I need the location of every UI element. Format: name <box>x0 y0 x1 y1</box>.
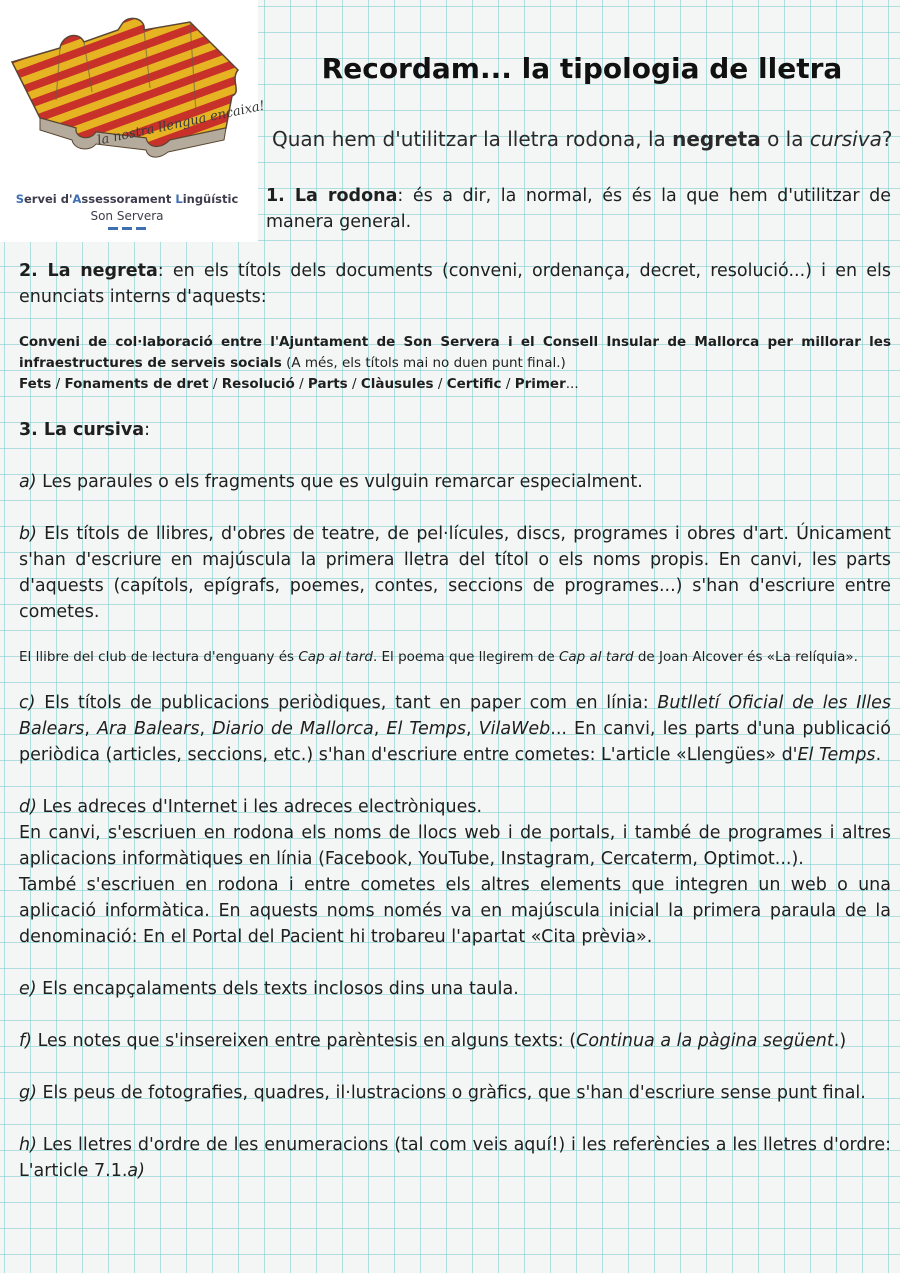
cursiva-item-d: d) Les adreces d'Internet i les adreces electròniques. <box>19 797 483 817</box>
main-content <box>19 258 891 1184</box>
cursiva-item-d-rodona: En canvi, s'escriuen en rodona els noms de llocs web i de portals, i també de programes i altres aplicacions informàtiques en línia (Facebook, YouTube, Instagram, Cercaterm, Optimot...). <box>19 823 891 869</box>
logo-slogan: la nostra llengua encaixa! <box>96 98 267 149</box>
negreta-example: Conveni de col·laboració entre l'Ajuntament de Son Servera i el Consell Insular de Mallorca per millorar les infraestructures de serveis socials (A més, els títols mai no duen punt final.) Fets / Fonaments de dret / Resolució / Parts / Clàusules / Certific / Primer... <box>19 334 891 392</box>
cursiva-example-b: El llibre del club de lectura d'enguany és Cap al tard. El poema que llegirem de Cap al tard de Joan Alcover és «La relíquia». <box>19 649 858 665</box>
cursiva-item-c: c) Els títols de publicacions periòdiques, tant en paper com en línia: Butlletí Oficial de les Illes Balears, Ara Balears, Diario de Mallorca, El Temps, VilaWeb... En canvi, les parts d'una publicació periòdica (articles, seccions, etc.) s'han d'escriure entre cometes: L'article «Llengües» d'El Temps. <box>19 693 891 765</box>
logo <box>0 0 267 242</box>
page-title: Recordam... la tipologia de lletra <box>321 52 843 85</box>
cursiva-item-d-cometes: També s'escriuen en rodona i entre cometes els altres elements que integren un web o una aplicació informàtica. En aquests noms només va en majúscula inicial la primera paraula de la denominació: En el Portal del Pacient hi trobareu l'apartat «Cita prèvia». <box>19 875 891 947</box>
cursiva-item-f: f) Les notes que s'insereixen entre parèntesis en alguns texts: (Continua a la pàgina següent.) <box>19 1031 847 1051</box>
section-negreta: 2. La negreta: en els títols dels documents (conveni, ordenança, decret, resolució...) i en els enunciats interns d'aquests: <box>19 261 891 307</box>
cursiva-item-g: g) Els peus de fotografies, quadres, il·lustracions o gràfics, que s'han d'escriure sense punt final. <box>19 1083 866 1103</box>
logo-divider <box>108 227 146 230</box>
puzzle-logo-icon <box>0 0 258 180</box>
page-subtitle: Quan hem d'utilitzar la lletra rodona, la negreta o la cursiva? <box>272 127 893 151</box>
section-rodona: 1. La rodona: és a dir, la normal, és és la que hem d'utilitzar de manera general. <box>266 186 891 232</box>
service-name: Servei d'Assessorament Lingüístic <box>15 192 239 206</box>
service-town: Son Servera <box>90 209 164 223</box>
cursiva-item-h: h) Les lletres d'ordre de les enumeracions (tal com veis aquí!) i les referències a les lletres d'ordre: L'article 7.1.a) <box>19 1135 891 1181</box>
cursiva-item-b: b) Els títols de llibres, d'obres de teatre, de pel·lícules, discs, programes i obres d'art. Únicament s'han d'escriure en majúscula la primera lletra del títol o els noms propis. En canvi, les parts d'aquests (capítols, epígrafs, poemes, contes, seccions de programes...) s'han d'escriure entre cometes. <box>19 524 891 622</box>
cursiva-item-a: a) Les paraules o els fragments que es vulguin remarcar especialment. <box>19 472 643 492</box>
cursiva-item-e: e) Els encapçalaments dels texts inclosos dins una taula. <box>19 979 519 999</box>
section-cursiva-heading: 3. La cursiva: <box>19 420 150 440</box>
